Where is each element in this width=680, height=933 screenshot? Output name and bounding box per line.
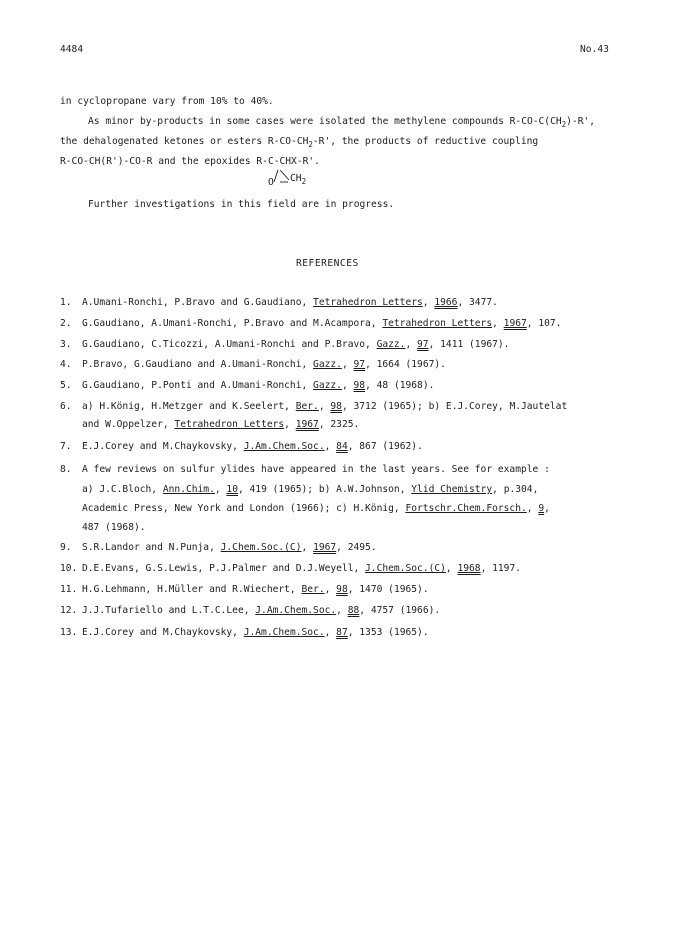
reference-number: 3. <box>60 339 72 350</box>
reference-number: 7. <box>60 441 72 452</box>
ref-8-line-b: Academic Press, New York and London (1966); c) H.König, Fortschr.Chem.Forsch., 9, <box>82 503 550 514</box>
reference-entry: G.Gaudiano, P.Ponti and A.Umani-Ronchi, Gazz., 98, 48 (1968). <box>82 380 435 391</box>
reference-number: 4. <box>60 359 72 370</box>
reference-number: 10. <box>60 563 78 574</box>
reference-entry: H.G.Lehmann, H.Müller and R.Wiechert, Ber., 98, 1470 (1965). <box>82 584 429 595</box>
page-number: 4484 <box>60 44 84 55</box>
reference-number: 9. <box>60 542 72 553</box>
reference-number: 13. <box>60 627 78 638</box>
reference-entry: J.J.Tufariello and L.T.C.Lee, J.Am.Chem.Soc., 88, 4757 (1966). <box>82 605 441 616</box>
reference-entry: G.Gaudiano, C.Ticozzi, A.Umani-Ronchi and P.Bravo, Gazz., 97, 1411 (1967). <box>82 339 510 350</box>
reference-number: 5. <box>60 380 72 391</box>
reference-number: 1. <box>60 297 72 308</box>
ref-8-line-c: 487 (1968). <box>82 522 146 533</box>
reference-entry: G.Gaudiano, A.Umani-Ronchi, P.Bravo and M.Acampora, Tetrahedron Letters, 1967, 107. <box>82 318 562 329</box>
reference-entry: A few reviews on sulfur ylides have appeared in the last years. See for example : <box>82 464 550 475</box>
reference-entry: a) H.König, H.Metzger and K.Seelert, Ber., 98, 3712 (1965); b) E.J.Corey, M.Jautelat <box>82 401 568 412</box>
reference-entry: E.J.Corey and M.Chaykovsky, J.Am.Chem.Soc., 84, 867 (1962). <box>82 441 423 452</box>
body-line-3: the dehalogenated ketones or esters $R-CO-CH_2-R'$, the products of reductive coupling <box>60 136 539 149</box>
reference-number: 12. <box>60 605 78 616</box>
ref-6-continuation: and W.Oppelzer, Tetrahedron Letters, 1967, 2325. <box>82 419 360 430</box>
journal-issue: No.43 <box>580 44 609 55</box>
reference-entry: P.Bravo, G.Gaudiano and A.Umani-Ronchi, Gazz., 97, 1664 (1967). <box>82 359 446 370</box>
ref-8-line-a: a) J.C.Bloch, Ann.Chim., 10, 419 (1965); b) A.W.Johnson, Ylid Chemistry, p.304, <box>82 484 539 495</box>
reference-number: 2. <box>60 318 72 329</box>
references-heading: REFERENCES <box>296 258 359 269</box>
body-line-1: in cyclopropane vary from 10% to 40%. <box>60 96 274 107</box>
reference-number: 6. <box>60 401 72 412</box>
body-line-4: R-CO-CH(R')-CO-R and the epoxides R-C-CHX-R'. <box>60 156 320 167</box>
reference-number: 11. <box>60 584 78 595</box>
reference-entry: E.J.Corey and M.Chaykovsky, J.Am.Chem.Soc., 87, 1353 (1965). <box>82 627 429 638</box>
reference-entry: D.E.Evans, G.S.Lewis, P.J.Palmer and D.J.Weyell, J.Chem.Soc.(C), 1968, 1197. <box>82 563 522 574</box>
epoxide-ch2: $CH_2$ <box>290 173 307 186</box>
body-line-5: Further investigations in this field are in progress. <box>88 199 395 210</box>
reference-entry: A.Umani-Ronchi, P.Bravo and G.Gaudiano, Tetrahedron Letters, 1966, 3477. <box>82 297 498 308</box>
body-line-2: As minor by-products in some cases were isolated the methylene compounds $R-CO-C(CH_2)-R'$, <box>88 116 596 129</box>
epoxide-oxygen: O <box>268 177 274 188</box>
reference-entry: S.R.Landor and N.Punja, J.Chem.Soc.(C), 1967, 2495. <box>82 542 377 553</box>
reference-number: 8. <box>60 464 72 475</box>
